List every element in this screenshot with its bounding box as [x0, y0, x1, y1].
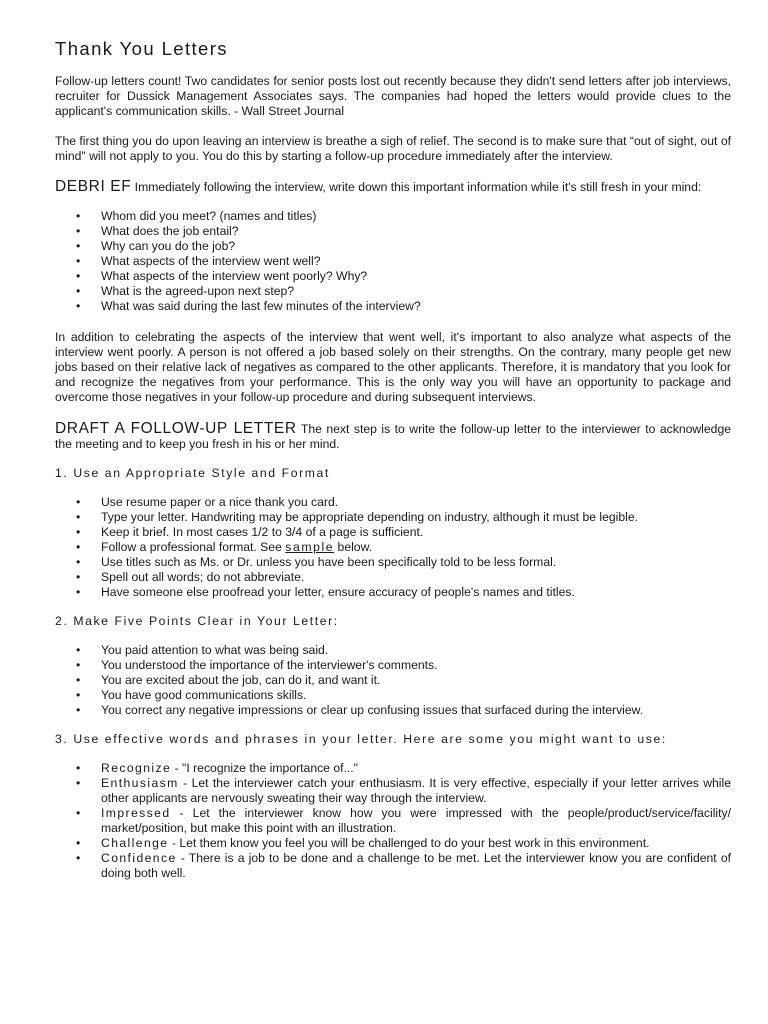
list-item: • Have someone else proofread your letter, ensure accuracy of people's names and titles. — [55, 585, 731, 600]
section-3-list — [55, 761, 731, 881]
list-item — [55, 776, 731, 806]
term: Enthusiasm — [101, 776, 179, 790]
sample-item-text-before: Follow a professional format. See — [101, 540, 286, 554]
sample-item-text-after: below. — [334, 540, 373, 554]
list-item — [55, 806, 731, 836]
section-2-heading: 2. Make Five Points Clear in Your Letter: — [55, 614, 339, 628]
term: Impressed — [101, 806, 171, 820]
debrief-list — [55, 209, 731, 314]
list-item — [55, 836, 731, 851]
section-2-list — [55, 643, 731, 718]
list-item: • Whom did you meet? (names and titles) — [55, 209, 731, 224]
section-1-list — [55, 495, 731, 600]
list-item: • What aspects of the interview went poorly? Why? — [55, 269, 731, 284]
list-item — [55, 851, 731, 881]
list-item — [55, 761, 731, 776]
list-item: • You paid attention to what was being said. — [55, 643, 731, 658]
list-item — [55, 540, 731, 555]
intro-paragraph-2: The first thing you do upon leaving an interview is breathe a sigh of relief. The second is to make sure that “out of sight, out of mind" will not apply to you. You do this by starting a follow-up procedure immediately after the interview. — [55, 134, 731, 163]
list-item: • Keep it brief. In most cases 1/2 to 3/4 of a page is sufficient. — [55, 525, 731, 540]
page-title: Thank You Letters — [55, 38, 228, 59]
sample-link[interactable]: sample — [285, 540, 335, 554]
list-item: • Use resume paper or a nice thank you card. — [55, 495, 731, 510]
list-item: • Type your letter. Handwriting may be appropriate depending on industry, although it must be legible. — [55, 510, 731, 525]
term-description: - Let the interviewer catch your enthusiasm. It is very effective, especially if your letter arrives while other applicants are nervously sweating their way through the interview. — [101, 776, 731, 805]
list-item: • Spell out all words; do not abbreviate. — [55, 570, 731, 585]
draft-paragraph — [55, 421, 731, 452]
list-item: • You understood the importance of the interviewer's comments. — [55, 658, 731, 673]
term-description: - There is a job to be done and a challenge to be met. Let the interviewer know you are confident of doing both well. — [101, 851, 731, 880]
draft-heading: DRAFT A FOLLOW-UP LETTER — [55, 420, 297, 437]
term: Challenge — [101, 836, 169, 850]
intro-paragraph-1: Follow-up letters count! Two candidates for senior posts lost out recently because they didn't send letters after job interviews, recruiter for Dussick Management Associates says. The companies had hoped the letters would provide clues to the applicant's communication skills. - Wall Street Journal — [55, 74, 731, 118]
list-item: • What does the job entail? — [55, 224, 731, 239]
term-description: - "I recognize the importance of..." — [171, 761, 358, 775]
list-item: • What aspects of the interview went well? — [55, 254, 731, 269]
section-3-heading: 3. Use effective words and phrases in your letter. Here are some you might want to use: — [55, 732, 667, 746]
draft-text: The next step is to write the follow-up letter to the interviewer to acknowledge the meeting and to keep you fresh in his or her mind. — [55, 422, 732, 451]
list-item: • You correct any negative impressions or clear up confusing issues that surfaced during the interview. — [55, 703, 731, 718]
debrief-heading: DEBRI EF — [55, 178, 132, 195]
term: Confidence — [101, 851, 177, 865]
list-item: • You are excited about the job, can do it, and want it. — [55, 673, 731, 688]
term-description: - Let the interviewer know how you were impressed with the people/product/service/facility/ market/position, but make this point with an illustration. — [101, 806, 731, 835]
term: Recognize — [101, 761, 172, 775]
list-item: • What was said during the last few minutes of the interview? — [55, 299, 731, 314]
list-item: • You have good communications skills. — [55, 688, 731, 703]
analysis-paragraph: In addition to celebrating the aspects of the interview that went well, it's important to also analyze what aspects of the interview went poorly. A person is not offered a job based solely on their strengths. On the contrary, many people get new jobs based on their relative lack of negatives as compared to the other applicants. Therefore, it is mandatory that you look for and recognize the negatives from your performance. This is the only way you will have an opportunity to package and overcome those negatives in your follow-up procedure and during subsequent interviews. — [55, 330, 731, 404]
term-description: - Let them know you feel you will be challenged to do your best work in this environment. — [168, 836, 650, 850]
debrief-text: Immediately following the interview, write down this important information while it's still fresh in your mind: — [131, 180, 702, 194]
list-item: • Why can you do the job? — [55, 239, 731, 254]
section-1-heading: 1. Use an Appropriate Style and Format — [55, 466, 330, 480]
list-item: • Use titles such as Ms. or Dr. unless you have been specifically told to be less formal. — [55, 555, 731, 570]
debrief-paragraph — [55, 179, 731, 195]
list-item: • What is the agreed-upon next step? — [55, 284, 731, 299]
